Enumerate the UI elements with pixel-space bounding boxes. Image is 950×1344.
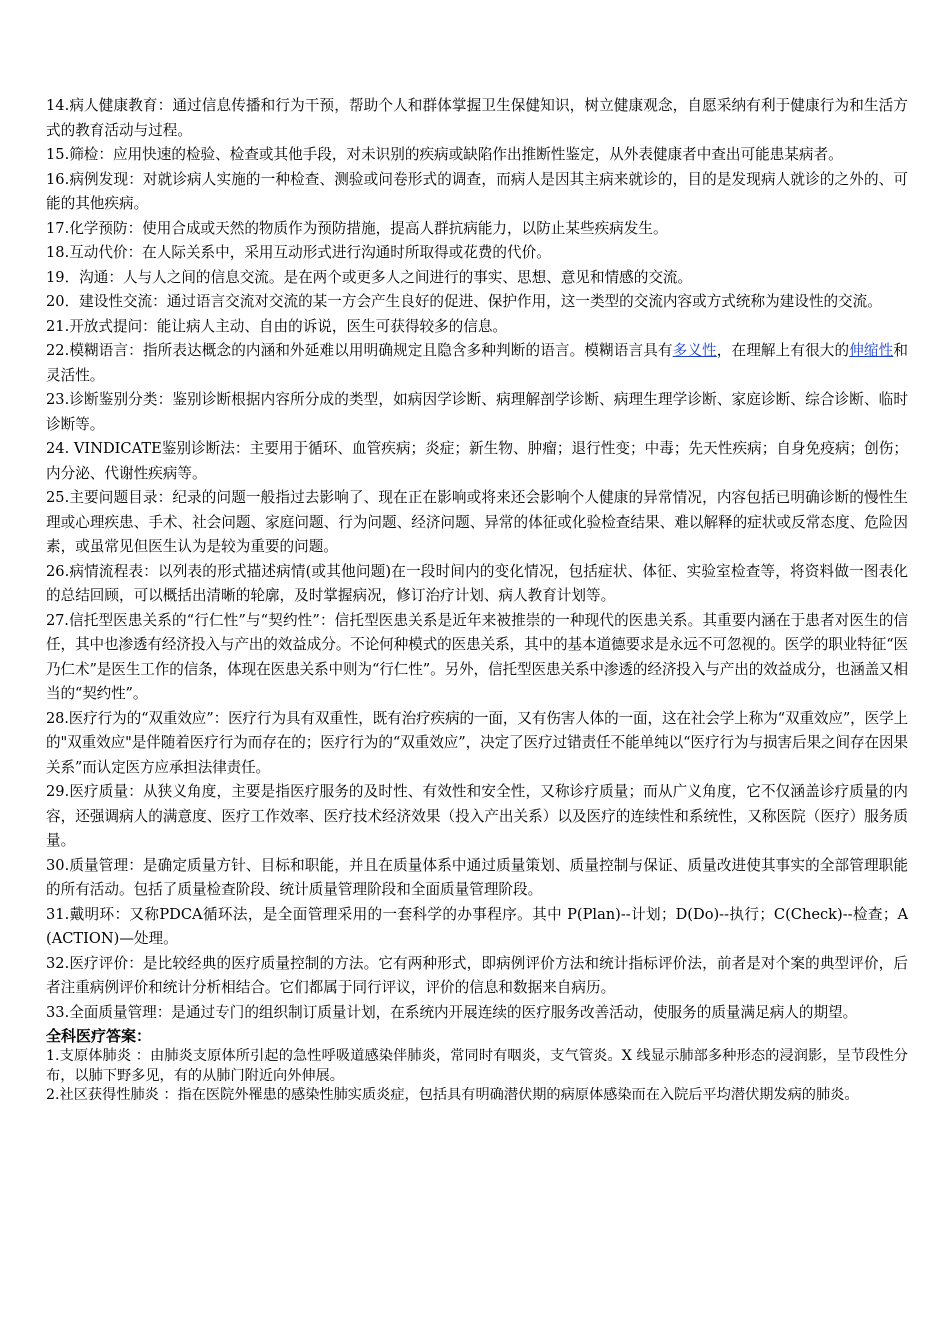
link-polysemy[interactable]: 多义性 — [672, 342, 717, 359]
definition-16: 16.病例发现：对就诊病人实施的一种检查、测验或问卷形式的调查，而病人是因其主病来就诊的，目的是发现病人就诊的之外的、可能的其他疾病。 — [46, 170, 908, 212]
definition-24: 24. VINDICATE鉴别诊断法：主要用于循环、血管疾病；炎症；新生物、肿瘤；退行性变；中毒；先天性疾病；自身免疫病；创伤；内分泌、代谢性疾病等。 — [46, 440, 908, 482]
definition-26: 26.病情流程表：以列表的形式描述病情(或其他问题)在一段时间内的变化情况，包括症状、体征、实验室检查等，将资料做一图表化的总结回顾，可以概括出清晰的轮廓，及时掌握病况，修订治疗计划、病人教育计划等。 — [46, 562, 908, 604]
document-body — [46, 94, 908, 1106]
definition-20: 20．建设性交流：通过语言交流对交流的某一方会产生良好的促进、保护作用，这一类型的交流内容或方式统称为建设性的交流。 — [46, 293, 882, 310]
definition-18: 18.互动代价：在人际关系中，采用互动形式进行沟通时所取得或花费的代价。 — [46, 244, 551, 261]
definition-22 — [46, 339, 908, 388]
definition-30: 30.质量管理：是确定质量方针、目标和职能，并且在质量体系中通过质量策划、质量控制与保证、质量改进使其事实的全部管理职能的所有活动。包括了质量检查阶段、统计质量管理阶段和全面质量管理阶段。 — [46, 856, 908, 898]
definition-29: 29.医疗质量：从狭义角度，主要是指医疗服务的及时性、有效性和安全性，又称诊疗质量；而从广义角度，它不仅涵盖诊疗质量的内容，还强调病人的满意度、医疗工作效率、医疗技术经济效果（投入产出关系）以及医疗的连续性和系统性，又称医院（医疗）服务质量。 — [46, 783, 908, 849]
definition-15: 15.筛检：应用快速的检验、检查或其他手段，对未识别的疾病或缺陷作出推断性鉴定，从外表健康者中查出可能患某病者。 — [46, 146, 843, 163]
definition-27: 27.信托型医患关系的“行仁性”与“契约性”：信托型医患关系是近年来被推崇的一种现代的医患关系。其重要内涵在于患者对医生的信任，其中也渗透有经济投入与产出的效益成分。不论何种模式的医患关系，其中的基本道德要求是永远不可忽视的。医学的职业特征“医乃仁术”是医生工作的信条，体现在医患关系中则为“行仁性”。另外，信托型医患关系中渗透的经济投入与产出的效益成分，也涵盖又相当的“契约性”。 — [46, 611, 908, 702]
definition-33: 33.全面质量管理：是通过专门的组织制订质量计划，在系统内开展连续的医疗服务改善活动，使服务的质量满足病人的期望。 — [46, 1003, 858, 1021]
answer-2: 2.社区获得性肺炎 ：指在医院外罹患的感染性肺实质炎症，包括具有明确潜伏期的病原体感染而在入院后平均潜伏期发病的肺炎。 — [46, 1087, 859, 1103]
definition-23: 23.诊断鉴别分类：鉴别诊断根据内容所分成的类型，如病因学诊断、病理解剖学诊断、病理生理学诊断、家庭诊断、综合诊断、临时诊断等。 — [46, 391, 908, 433]
definition-22-text-b: ，在理解上有很大的 — [716, 342, 850, 359]
definition-31: 31.戴明环：又称PDCA循环法，是全面管理采用的一套科学的办事程序。其中 P(Plan)--计划；D(Do)--执行；C(Check)--检查；A (ACTION)—处理。 — [46, 905, 908, 947]
definition-17: 17.化学预防：使用合成或天然的物质作为预防措施，提高人群抗病能力，以防止某些疾病发生。 — [46, 219, 668, 237]
definition-25: 25.主要问题目录：纪录的问题一般指过去影响了、现在正在影响或将来还会影响个人健康的异常情况，内容包括已明确诊断的慢性生理或心理疾患、手术、社会问题、家庭问题、行为问题、经济问题、异常的体征或化验检查结果、难以解释的症状或反常态度、危险因素，或虽常见但医生认为是较为重要的问题。 — [46, 489, 908, 555]
definition-28: 28.医疗行为的“双重效应”：医疗行为具有双重性，既有治疗疾病的一面，又有伤害人体的一面，这在社会学上称为“双重效应”，医学上的"双重效应"是伴随着医疗行为而存在的；医疗行为的“双重效应”，决定了医疗过错责任不能单纯以“医疗行为与损害后果之间存在因果关系”而认定医方应承担法律责任。 — [46, 709, 908, 776]
definition-32: 32.医疗评价：是比较经典的医疗质量控制的方法。它有两种形式，即病例评价方法和统计指标评价法，前者是对个案的典型评价，后者注重病例评价和统计分析相结合。它们都属于同行评议，评价的信息和数据来自病历。 — [46, 954, 908, 996]
definition-22-text-c: 和灵活性。 — [46, 342, 908, 384]
definition-14: 14.病人健康教育：通过信息传播和行为干预，帮助个人和群体掌握卫生保健知识，树立健康观念，自愿采纳有利于健康行为和生活方式的教育活动与过程。 — [46, 97, 908, 139]
definition-19: 19．沟通：人与人之间的信息交流。是在两个或更多人之间进行的事实、思想、意见和情感的交流。 — [46, 268, 693, 286]
answer-1: 1.支原体肺炎 ：由肺炎支原体所引起的急性呼吸道感染伴肺炎，常同时有咽炎，支气管炎。X 线显示肺部多种形态的浸润影，呈节段性分布，以肺下野多见，有的从肺门附近向外伸展。 — [46, 1048, 908, 1084]
link-flexibility[interactable]: 伸缩性 — [849, 342, 894, 359]
section-heading: 全科医疗答案： — [46, 1027, 152, 1045]
definition-21: 21.开放式提问：能让病人主动、自由的诉说，医生可获得较多的信息。 — [46, 317, 508, 335]
definition-22-text-a: 22.模糊语言：指所表达概念的内涵和外延难以用明确规定且隐含多种判断的语言。模糊语言具有 — [46, 342, 673, 359]
